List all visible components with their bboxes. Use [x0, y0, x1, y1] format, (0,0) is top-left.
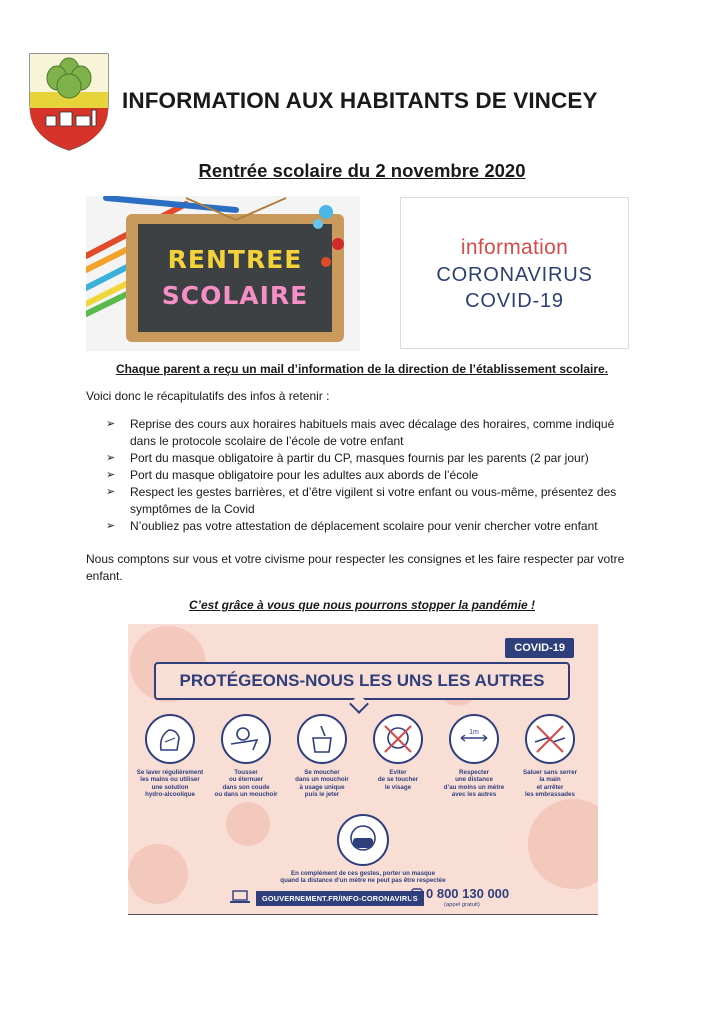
list-item: ➢ Reprise des cours aux horaires habituels mais avec décalage des horaires, comme indiqué dans le protocole scolaire de l’école de votre enfant [106, 417, 615, 448]
list-item: ➢ Port du masque obligatoire à partir du CP, masques fournis par les parents (2 par jour) [106, 451, 589, 465]
page-subtitle: Rentrée scolaire du 2 novembre 2020 [198, 160, 526, 181]
arrow-bullet-icon: ➢ [106, 418, 116, 430]
covid-poster [128, 624, 598, 914]
arrow-bullet-icon: ➢ [106, 520, 116, 532]
arrow-bullet-icon: ➢ [106, 452, 116, 464]
covid-word: COVID-19 [465, 290, 564, 312]
covid-badge: COVID-19 [505, 638, 574, 658]
page-title: INFORMATION AUX HABITANTS DE VINCEY [122, 88, 598, 113]
no-face-touch-icon [373, 714, 423, 764]
gesture-mask [324, 814, 402, 866]
gesture-tissue: Se moucher dans un mouchoir à usage unique puis le jeter [286, 714, 358, 799]
vincey-coat-of-arms [28, 52, 110, 152]
list-item: ➢ Port du masque obligatoire pour les adultes aux abords de l’école [106, 468, 479, 482]
divider [128, 914, 598, 915]
arrow-bullet-icon: ➢ [106, 469, 116, 481]
rentree-word: RENTREE [167, 245, 303, 274]
gesture-no-handshake: Saluer sans serrer la main et arrêter les embrassades [514, 714, 586, 799]
closing-paragraph: Nous comptons sur vous et votre civisme pour respecter les consignes et les faire respecter par votre enfant. [86, 552, 625, 583]
scolaire-word: SCOLAIRE [161, 281, 309, 310]
list-item: ➢ Respect les gestes barrières, et d’être vigilent si votre enfant ou vous-même, présentez des symptômes de la Covid [106, 485, 617, 516]
slogan: C’est grâce à vous que nous pourrons stopper la pandémie ! [188, 598, 536, 612]
laptop-icon [230, 890, 250, 904]
distance-label: 1m [469, 729, 479, 736]
coronavirus-word: CORONAVIRUS [436, 264, 593, 286]
gesture-no-face-touch: Eviter de se toucher le visage [362, 714, 434, 791]
government-url: GOUVERNEMENT.FR/INFO-CORONAVIRUS [256, 891, 424, 906]
distance-icon [449, 714, 499, 764]
rentree-scolaire-image [86, 196, 360, 351]
gesture-hand-washing: Se laver régulièrement les mains ou utiliser une solution hydro-alcoolique [134, 714, 206, 799]
phone-icon [410, 888, 424, 906]
no-handshake-icon [525, 714, 575, 764]
info-bullet-list [106, 416, 626, 535]
gesture-cough-elbow: Tousser ou éternuer dans son coude ou dans un mouchoir [210, 714, 282, 799]
hand-washing-icon [145, 714, 195, 764]
cough-elbow-icon [221, 714, 271, 764]
intro-text: Voici donc le récapitulatifs des infos à retenir : [86, 389, 330, 403]
info-word: information [460, 236, 569, 259]
gesture-distance: 1m Respecter une distance d’au moins un mètre avec les autres [438, 714, 510, 799]
list-item: ➢ N’oubliez pas votre attestation de déplacement scolaire pour venir chercher votre enfant [106, 519, 598, 533]
info-coronavirus-image [400, 197, 629, 349]
phone-number: 0 800 130 000 [426, 886, 510, 901]
poster-title: PROTÉGEONS-NOUS LES UNS LES AUTRES [154, 662, 570, 700]
parent-notice: Chaque parent a reçu un mail d’information de la direction de l’établissement scolaire. [115, 362, 609, 376]
arrow-bullet-icon: ➢ [106, 486, 116, 498]
phone-note: (appel gratuit) [444, 902, 480, 908]
tissue-icon [297, 714, 347, 764]
mask-icon [337, 814, 389, 866]
mask-caption: En complément de ces gestes, porter un masque quand la distance d’un mètre ne peut pas être respectée [280, 870, 446, 885]
